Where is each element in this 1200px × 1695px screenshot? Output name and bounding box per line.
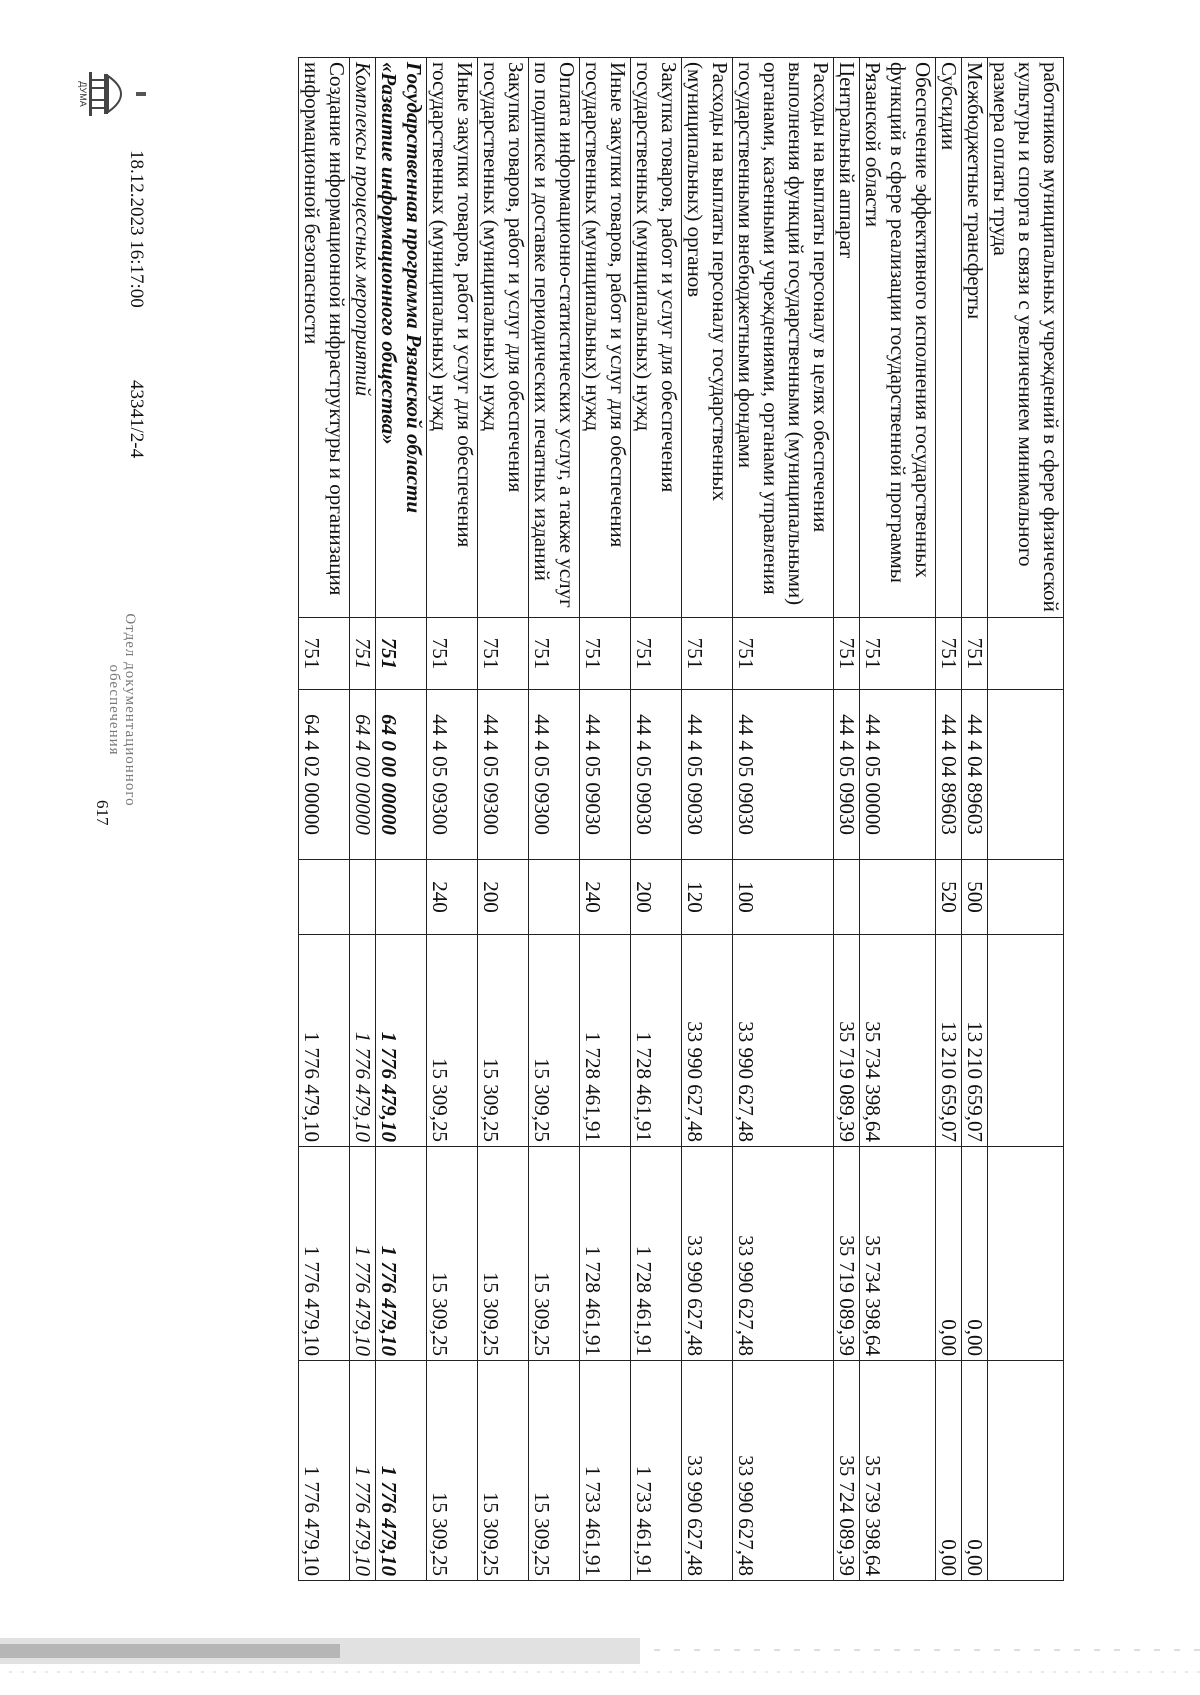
target-article-cell: 44 4 05 09030 <box>834 690 860 860</box>
amount-2024-cell: 13 210 659,07 <box>936 935 962 1147</box>
table-row <box>529 58 580 1581</box>
target-article-cell: 44 4 05 09030 <box>631 690 682 860</box>
amount-2026-cell: 35 724 089,39 <box>834 1361 860 1581</box>
table-row <box>299 58 350 1581</box>
amount-2026-cell: 1 733 461,91 <box>631 1361 682 1581</box>
ministry-code-cell: 751 <box>299 618 350 690</box>
ministry-code-cell: 751 <box>936 618 962 690</box>
amount-2024-cell: 1 728 461,91 <box>631 935 682 1147</box>
expense-type-cell <box>299 860 350 935</box>
table-row <box>376 58 427 1581</box>
amount-2025-cell <box>988 1147 1064 1361</box>
amount-2026-cell: 15 309,25 <box>478 1361 529 1581</box>
department-stamp <box>106 580 138 840</box>
expense-type-cell: 100 <box>733 860 834 935</box>
table-row <box>682 58 733 1581</box>
expense-type-cell: 520 <box>936 860 962 935</box>
item-name-cell: работников муниципальных учреждений в сфере физической культуры и спорта в связи с увеличением минимального размера оплаты труда <box>988 58 1064 618</box>
amount-2025-cell: 15 309,25 <box>478 1147 529 1361</box>
table-row <box>350 58 376 1581</box>
budget-table <box>298 57 1064 1581</box>
amount-2024-cell: 1 776 479,10 <box>299 935 350 1147</box>
amount-2024-cell: 15 309,25 <box>529 935 580 1147</box>
item-name-cell: Закупка товаров, работ и услуг для обеспечения государственных (муниципальных) нужд <box>478 58 529 618</box>
budget-table-body <box>299 58 1064 1581</box>
ministry-code-cell: 751 <box>478 618 529 690</box>
target-article-cell: 44 4 05 09030 <box>580 690 631 860</box>
item-name-cell: Закупка товаров, работ и услуг для обеспечения государственных (муниципальных) нужд <box>631 58 682 618</box>
target-article-cell: 44 4 05 09300 <box>427 690 478 860</box>
amount-2026-cell: 1 776 479,10 <box>376 1361 427 1581</box>
footer-date: 18.12.2023 16:17:00 <box>126 150 147 308</box>
target-article-cell: 44 4 04 89603 <box>936 690 962 860</box>
stamp-line-2: обеспечения <box>106 664 122 756</box>
target-article-cell: 44 4 05 00000 <box>860 690 936 860</box>
emblem-text: ДУМА <box>78 81 88 107</box>
amount-2024-cell: 1 728 461,91 <box>580 935 631 1147</box>
item-name-cell: Субсидии <box>936 58 962 618</box>
expense-type-cell <box>988 860 1064 935</box>
ministry-code-cell: 751 <box>962 618 988 690</box>
ministry-code-cell: 751 <box>376 618 427 690</box>
target-article-cell: 44 4 04 89603 <box>962 690 988 860</box>
amount-2025-cell: 1 776 479,10 <box>299 1147 350 1361</box>
target-article-cell: 64 4 02 00000 <box>299 690 350 860</box>
item-name-cell: Расходы на выплаты персоналу в целях обеспечения выполнения функций государственными (муниципальными) органами, казенными учреждениями, органами управления государственными внебюджетными фондами <box>733 58 834 618</box>
amount-2025-cell: 0,00 <box>936 1147 962 1361</box>
item-name-cell: Межбюджетные трансферты <box>962 58 988 618</box>
amount-2026-cell: 33 990 627,48 <box>682 1361 733 1581</box>
amount-2025-cell: 1 728 461,91 <box>631 1147 682 1361</box>
amount-2026-cell: 35 739 398,64 <box>860 1361 936 1581</box>
amount-2024-cell: 33 990 627,48 <box>682 935 733 1147</box>
amount-2024-cell: 35 734 398,64 <box>860 935 936 1147</box>
item-name-cell: Иные закупки товаров, работ и услуг для обеспечения государственных (муниципальных) нужд <box>580 58 631 618</box>
ministry-code-cell: 751 <box>682 618 733 690</box>
amount-2025-cell: 1 776 479,10 <box>350 1147 376 1361</box>
table-row <box>478 58 529 1581</box>
target-article-cell: 44 4 05 09300 <box>478 690 529 860</box>
amount-2024-cell <box>988 935 1064 1147</box>
amount-2025-cell: 35 719 089,39 <box>834 1147 860 1361</box>
amount-2025-cell: 35 734 398,64 <box>860 1147 936 1361</box>
amount-2024-cell: 15 309,25 <box>427 935 478 1147</box>
ministry-code-cell: 751 <box>350 618 376 690</box>
amount-2026-cell: 1 733 461,91 <box>580 1361 631 1581</box>
amount-2025-cell: 33 990 627,48 <box>733 1147 834 1361</box>
amount-2024-cell: 1 776 479,10 <box>376 935 427 1147</box>
amount-2026-cell: 1 776 479,10 <box>299 1361 350 1581</box>
item-name-cell: Центральный аппарат <box>834 58 860 618</box>
ministry-code-cell <box>988 618 1064 690</box>
amount-2025-cell: 1 776 479,10 <box>376 1147 427 1361</box>
table-row <box>860 58 936 1581</box>
amount-2025-cell: 1 728 461,91 <box>580 1147 631 1361</box>
expense-type-cell <box>834 860 860 935</box>
amount-2026-cell: 33 990 627,48 <box>733 1361 834 1581</box>
item-name-cell: Создание информационной инфраструктуры и организация информационной безопасности <box>299 58 350 618</box>
amount-2024-cell: 35 719 089,39 <box>834 935 860 1147</box>
expense-type-cell: 120 <box>682 860 733 935</box>
target-article-cell: 64 0 00 00000 <box>376 690 427 860</box>
amount-2026-cell: 15 309,25 <box>529 1361 580 1581</box>
page-number: 617 <box>93 800 112 826</box>
target-article-cell: 44 4 05 09030 <box>682 690 733 860</box>
amount-2026-cell: 15 309,25 <box>427 1361 478 1581</box>
expense-type-cell <box>529 860 580 935</box>
table-row <box>834 58 860 1581</box>
item-name-cell: Государственная программа Рязанской области «Развитие информационного общества» <box>376 58 427 618</box>
amount-2025-cell: 15 309,25 <box>427 1147 478 1361</box>
table-row <box>733 58 834 1581</box>
amount-2026-cell: 0,00 <box>962 1361 988 1581</box>
expense-type-cell: 240 <box>427 860 478 935</box>
amount-2024-cell: 15 309,25 <box>478 935 529 1147</box>
expense-type-cell: 500 <box>962 860 988 935</box>
item-name-cell: Оплата информационно-статистических услуг, а также услуг по подписке и доставке периодических печатных изданий <box>529 58 580 618</box>
target-article-cell: 44 4 05 09030 <box>733 690 834 860</box>
ministry-code-cell: 751 <box>834 618 860 690</box>
expense-type-cell: 240 <box>580 860 631 935</box>
table-row <box>988 58 1064 1581</box>
target-article-cell: 44 4 05 09300 <box>529 690 580 860</box>
table-row <box>580 58 631 1581</box>
amount-2025-cell: 0,00 <box>962 1147 988 1361</box>
item-name-cell: Комплексы процессных мероприятий <box>350 58 376 618</box>
expense-type-cell <box>376 860 427 935</box>
amount-2024-cell: 13 210 659,07 <box>962 935 988 1147</box>
ministry-code-cell: 751 <box>529 618 580 690</box>
table-row <box>936 58 962 1581</box>
expense-type-cell: 200 <box>478 860 529 935</box>
expense-type-cell <box>860 860 936 935</box>
amount-2025-cell: 33 990 627,48 <box>682 1147 733 1361</box>
duma-emblem-icon <box>78 66 148 122</box>
table-row <box>631 58 682 1581</box>
footer-code: 43341/2-4 <box>126 380 147 459</box>
ministry-code-cell: 751 <box>427 618 478 690</box>
item-name-cell: Иные закупки товаров, работ и услуг для обеспечения государственных (муниципальных) нужд <box>427 58 478 618</box>
ministry-code-cell: 751 <box>631 618 682 690</box>
ministry-code-cell: 751 <box>860 618 936 690</box>
amount-2025-cell: 15 309,25 <box>529 1147 580 1361</box>
amount-2024-cell: 33 990 627,48 <box>733 935 834 1147</box>
expense-type-cell: 200 <box>631 860 682 935</box>
ministry-code-cell: 751 <box>733 618 834 690</box>
item-name-cell: Обеспечение эффективного исполнения государственных функций в сфере реализации государственной программы Рязанской области <box>860 58 936 618</box>
table-row <box>427 58 478 1581</box>
target-article-cell: 64 4 00 00000 <box>350 690 376 860</box>
table-row <box>962 58 988 1581</box>
item-name-cell: Расходы на выплаты персоналу государственных (муниципальных) органов <box>682 58 733 618</box>
target-article-cell <box>988 690 1064 860</box>
amount-2024-cell: 1 776 479,10 <box>350 935 376 1147</box>
stamp-line-1: Отдел документационного <box>122 613 138 807</box>
amount-2026-cell: 0,00 <box>936 1361 962 1581</box>
ministry-code-cell: 751 <box>580 618 631 690</box>
scan-edge-artifact <box>0 1400 1200 1695</box>
amount-2026-cell: 1 776 479,10 <box>350 1361 376 1581</box>
expense-type-cell <box>350 860 376 935</box>
